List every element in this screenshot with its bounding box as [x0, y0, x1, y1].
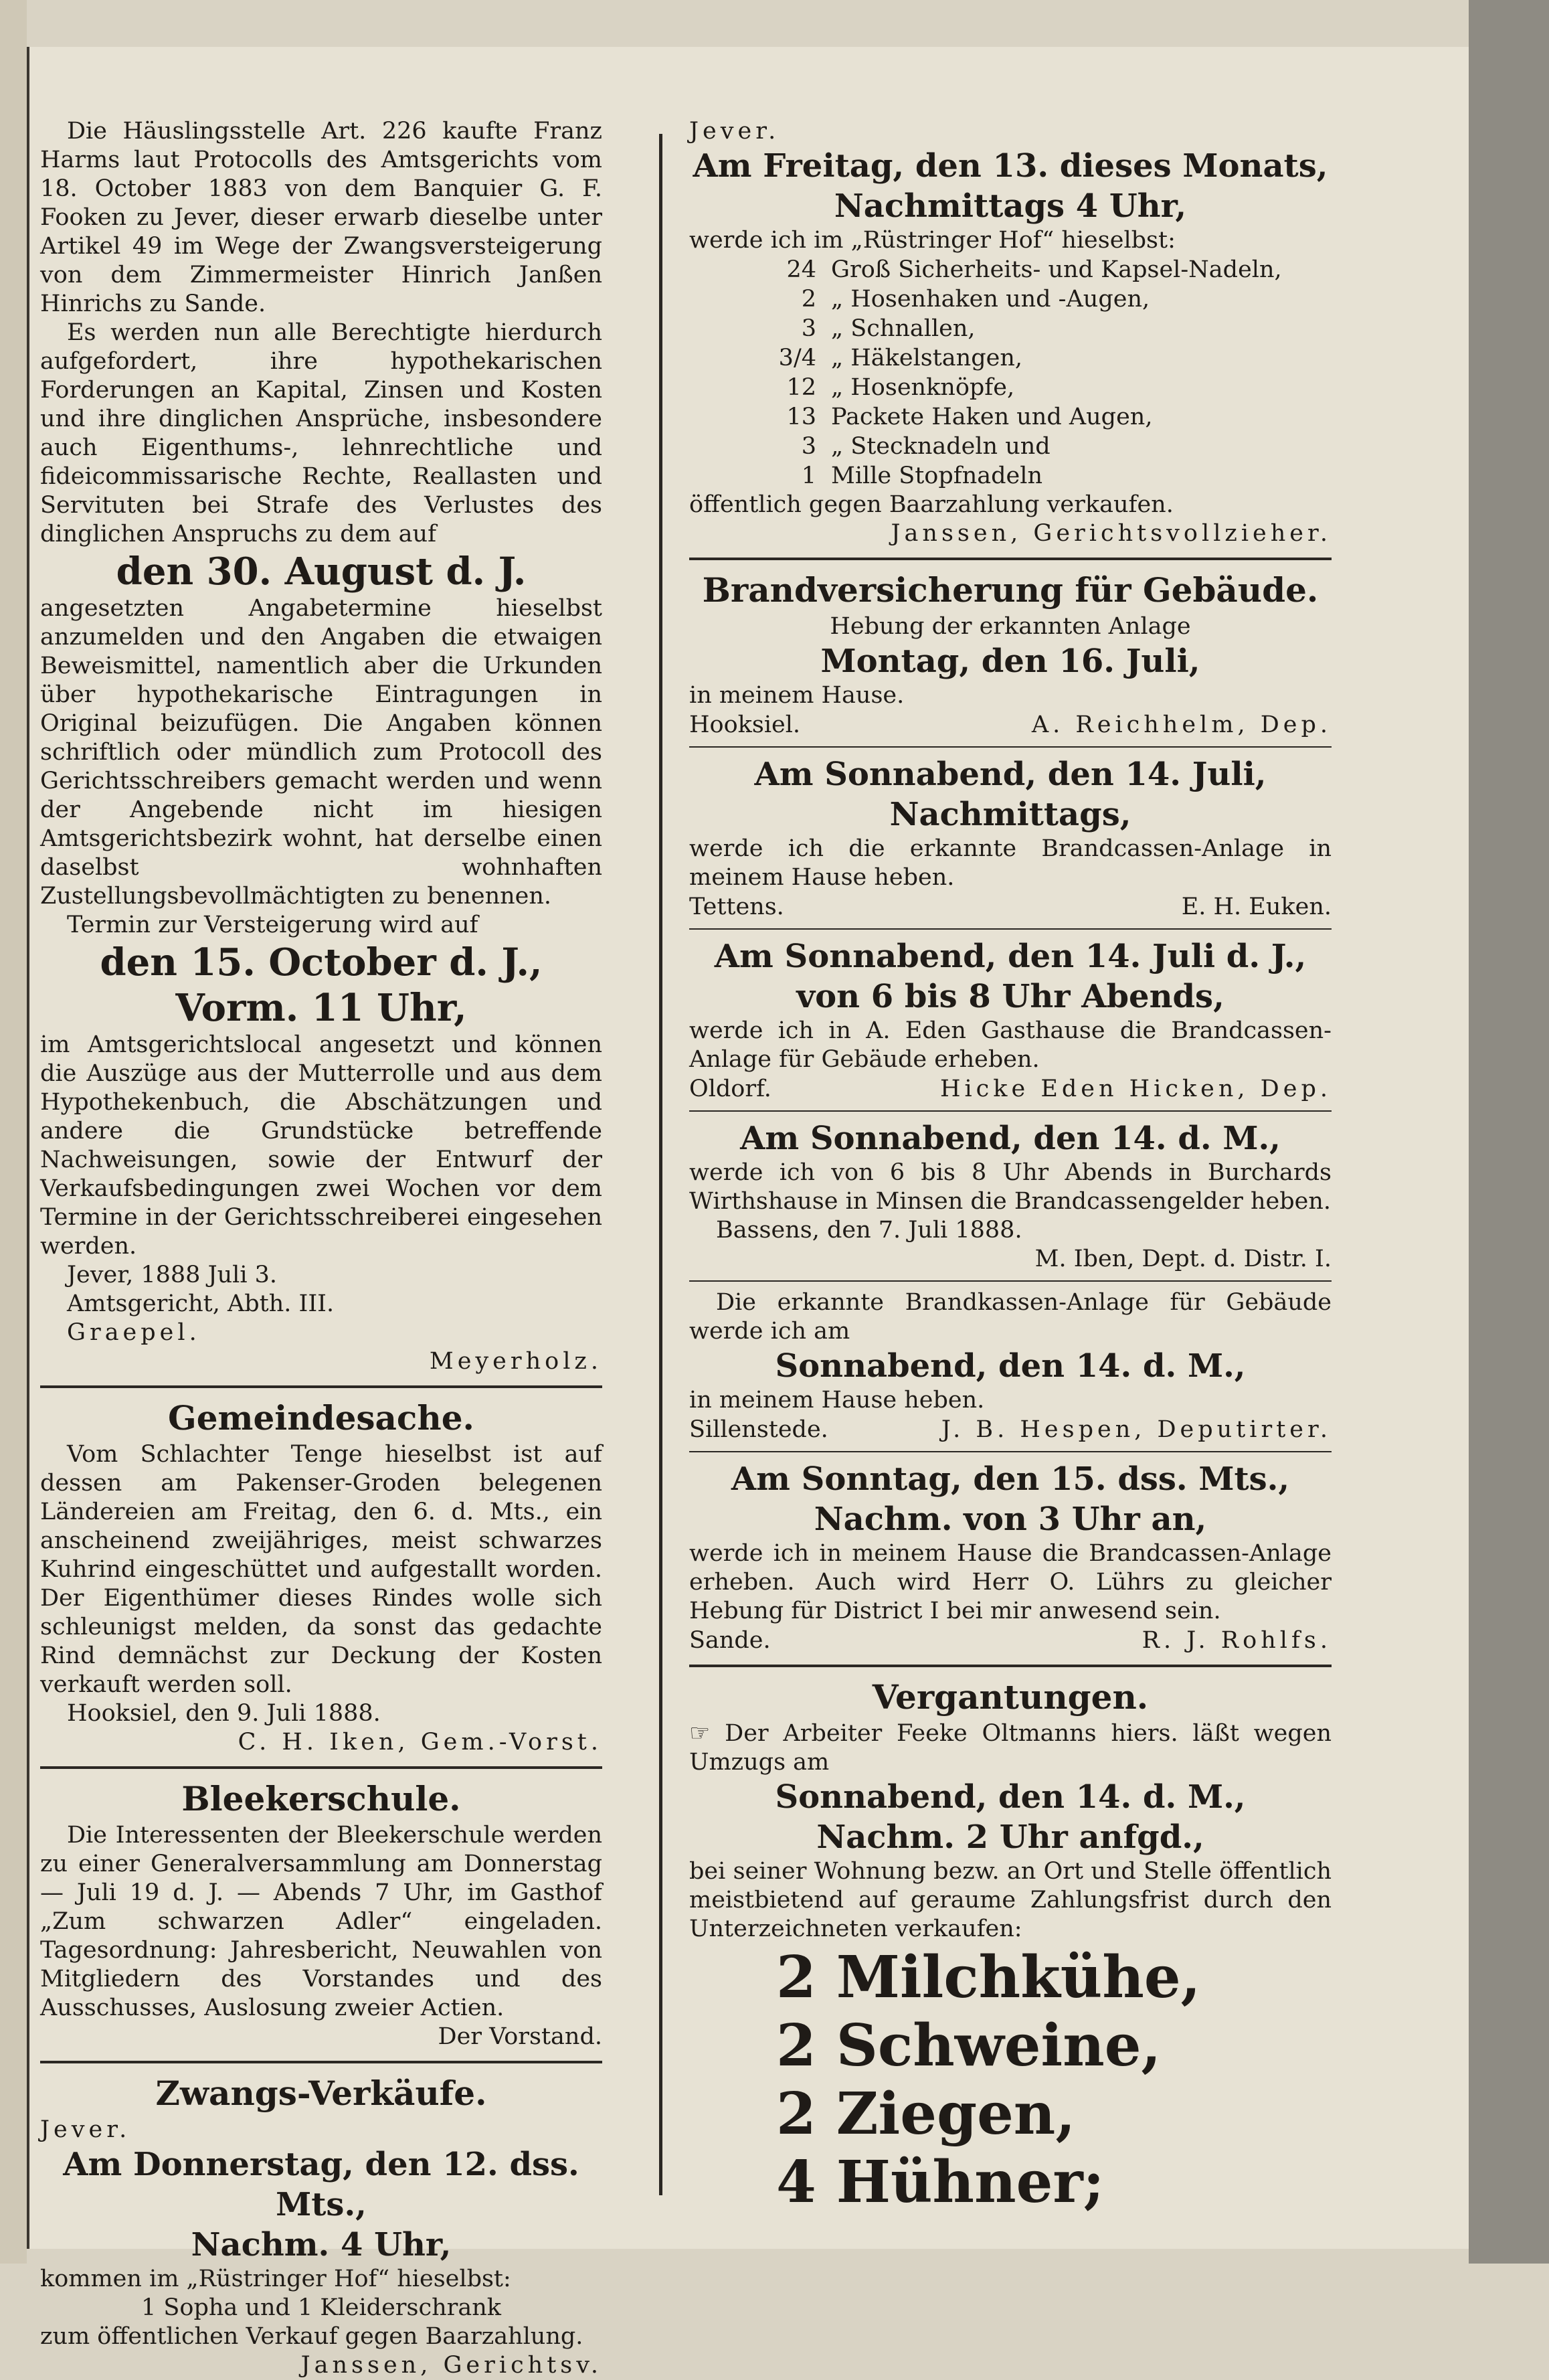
judge-signature: Graepel. — [67, 1319, 201, 1346]
notice-paragraph: ☞ Der Arbeiter Feeke Oltmanns hiers. läßt wegen Umzugs am — [689, 1720, 1332, 1776]
notice-rule — [689, 928, 1332, 930]
list-item: 2 Milchkühe, — [776, 1944, 1201, 2011]
animal-list — [689, 1944, 1332, 2217]
notice-date: Am Sonnabend, den 14. d. M., — [740, 1120, 1281, 1157]
list-item: 1 Mille Stopfnadeln — [801, 462, 1042, 489]
section-heading: Gemeindesache. — [168, 1398, 474, 1438]
notice-time: Vorm. 11 Uhr, — [175, 986, 467, 1030]
notice-paragraph: werde ich die erkannte Brandcassen-Anlage in meinem Hause heben. — [689, 835, 1332, 891]
notice-paragraph: in meinem Hause heben. — [689, 1387, 985, 1414]
notice-time: Nachm. von 3 Uhr an, — [814, 1501, 1207, 1538]
section-rule — [40, 1766, 602, 1769]
binding-shadow — [1469, 0, 1549, 2264]
notice-paragraph: werde ich in A. Eden Gasthause die Brandcassen-Anlage für Gebäude erheben. — [689, 1017, 1332, 1073]
notice-paragraph: werde ich im „Rüstringer Hof“ hieselbst: — [689, 227, 1176, 254]
notice-time: Nachm. 2 Uhr anfgd., — [816, 1818, 1204, 1856]
signature-line: Tettens. E. H. Euken. — [689, 894, 1332, 920]
section-heading: Brandversicherung für Gebäude. — [702, 570, 1319, 610]
signature: C. H. Iken, Gem.-Vorst. — [238, 1729, 602, 1756]
notice-paragraph: Die Häuslingsstelle Art. 226 kaufte Franz Harms laut Protocolls des Amtsgerichts vom 18. October 1883 von dem Banquier G. F. Fooken zu Jever, dieser erwarb dieselbe unter Artikel 49 im Wege der Zwangsversteigerung von dem Zimmermeister Hinrich Janßen Hinrichs zu Sande. — [40, 118, 602, 317]
court-name: Amtsgericht, Abth. III. — [67, 1290, 335, 1317]
list-item: 12 „ Hosenknöpfe, — [786, 374, 1015, 401]
notice-paragraph: Vom Schlachter Tenge hieselbst ist auf dessen am Pakenser-Groden belegenen Ländereien am Freitag, den 6. d. Mts., ein anscheinend zweijähriges, meist schwarzes Kuhrind eingeschüttet und aufgestallt worden. Der Eigenthümer dieses Rindes wolle sich schleunigst melden, da sonst das gedachte Rind demnächst zur Deckung der Kosten verkauft werden soll. — [40, 1441, 602, 1698]
notice-rule — [689, 1110, 1332, 1112]
section-heading: Vergantungen. — [872, 1677, 1149, 1717]
notice-paragraph: Termin zur Versteigerung wird auf — [67, 912, 478, 938]
list-item: 4 Hühner; — [776, 2148, 1105, 2216]
notice-paragraph: im Amtsgerichtslocal angesetzt und können die Auszüge aus der Mutterrolle und aus dem Hypothekenbuch, die Abschätzungen und andere die Grundstücke betreffende Nachweisungen, sowie der Entwurf der Verkaufsbedingungen zwei Wochen vor dem Termine in der Gerichtsschreiberei eingesehen werden. — [40, 1031, 602, 1260]
notice-dateline: Bassens, den 7. Juli 1888. — [716, 1217, 1022, 1244]
column-separator — [659, 134, 662, 2195]
notice-time: Nachm. 4 Uhr, — [191, 2226, 452, 2264]
notice-date: Am Donnerstag, den 12. dss. Mts., — [63, 2146, 579, 2223]
notice-paragraph: Die Interessenten der Bleekerschule werden zu einer Generalversammlung am Donnerstag — Juli 19 d. J. — Abends 7 Uhr, im Gasthof „Zum schwarzen Adler“ eingeladen. Tagesordnung: Jahresbericht, Neuwahlen von Mitgliedern des Vorstandes und des Ausschusses, Auslosung zweier Actien. — [40, 1822, 602, 2021]
notice-subheading: Hebung der erkannten Anlage — [830, 613, 1191, 640]
clerk-signature: Meyerholz. — [429, 1348, 602, 1375]
section-rule — [40, 2061, 602, 2063]
notice-dateline: Jever, 1888 Juli 3. — [67, 1262, 278, 1288]
notice-place: Jever. — [689, 118, 780, 145]
notice-paragraph: in meinem Hause. — [689, 682, 905, 709]
list-item: 2 „ Hosenhaken und -Augen, — [801, 286, 1150, 313]
notice-paragraph: kommen im „Rüstringer Hof“ hieselbst: — [40, 2266, 511, 2292]
notice-rule — [689, 746, 1332, 748]
notice-rule — [689, 1451, 1332, 1452]
signature-line: Sande. R. J. Rohlfs. — [689, 1627, 1332, 1654]
notice-date: den 15. October d. J., — [100, 940, 543, 985]
notice-date: Sonnabend, den 14. d. M., — [775, 1778, 1246, 1816]
notice-paragraph: werde ich in meinem Hause die Brandcassen-Anlage erheben. Auch wird Herr O. Lührs zu gleicher Hebung für District I bei mir anwesend sein. — [689, 1540, 1332, 1624]
list-item: 2 Ziegen, — [776, 2080, 1076, 2148]
notice-item: 1 Sopha und 1 Kleiderschrank — [141, 2294, 501, 2321]
notice-paragraph: zum öffentlichen Verkauf gegen Baarzahlung. — [40, 2323, 583, 2350]
notice-date: Am Sonnabend, den 14. Juli d. J., — [714, 938, 1307, 975]
list-item: 3 „ Schnallen, — [801, 315, 976, 342]
list-item: 3/4 „ Häkelstangen, — [778, 345, 1022, 371]
notice-date: den 30. August d. J. — [116, 549, 527, 594]
notice-time: von 6 bis 8 Uhr Abends, — [796, 978, 1224, 1015]
page-edge — [0, 0, 27, 2264]
signature-line: Sillenstede. J. B. Hespen, Deputirter. — [689, 1416, 1332, 1443]
list-item: 24 Groß Sicherheits- und Kapsel-Nadeln, — [786, 256, 1282, 283]
right-column — [689, 117, 1332, 2217]
signature-line: Oldorf. Hicke Eden Hicken, Dep. — [689, 1076, 1332, 1102]
notice-date: Am Sonnabend, den 14. Juli, — [754, 756, 1267, 793]
notice-time: Nachmittags 4 Uhr, — [834, 187, 1187, 225]
signature: M. Iben, Dept. d. Distr. I. — [1034, 1246, 1332, 1272]
notice-paragraph: Es werden nun alle Berechtigte hierdurch aufgefordert, ihre hypothekarischen Forderungen an Kapital, Zinsen und Kosten und ihre dinglichen Ansprüche, insbesondere auch Eigenthums-, lehnrechtliche und fideicommissarische Rechte, Reallasten und Servituten bei Strafe des Verlustes des dinglichen Anspruchs zu dem auf — [40, 319, 602, 547]
section-rule — [689, 1665, 1332, 1667]
notice-paragraph: werde ich von 6 bis 8 Uhr Abends in Burchards Wirthshause in Minsen die Brandcassengelder heben. — [689, 1159, 1332, 1215]
notice-paragraph: öffentlich gegen Baarzahlung verkaufen. — [689, 491, 1174, 518]
signature: Janssen, Gerichtsv. — [300, 2352, 602, 2379]
list-item: 2 Schweine, — [776, 2012, 1162, 2079]
section-heading: Zwangs-Verkäufe. — [155, 2073, 487, 2113]
notice-date: Sonnabend, den 14. d. M., — [775, 1347, 1246, 1385]
section-rule — [689, 558, 1332, 560]
signature-line: Hooksiel. A. Reichhelm, Dep. — [689, 711, 1332, 738]
notice-date: Montag, den 16. Juli, — [820, 643, 1200, 680]
notice-time: Nachmittags, — [889, 796, 1131, 833]
notice-date: Am Sonntag, den 15. dss. Mts., — [731, 1460, 1290, 1498]
notice-date: Am Freitag, den 13. dieses Monats, — [693, 147, 1328, 185]
notice-place: Jever. — [40, 2116, 131, 2143]
notice-rule — [689, 1280, 1332, 1282]
pointing-hand-icon: ☞ — [689, 1720, 725, 1747]
notice-paragraph: angesetzten Angabetermine hieselbst anzumelden und den Angaben die etwaigen Beweismittel, namentlich aber die Urkunden über hypothekarische Eintragungen in Original beizufügen. Die Angaben können schriftlich oder mündlich zum Protocoll des Gerichtsschreibers gemacht werden und wenn der Angebende nicht im hiesigen Amtsgerichtsbezirk wohnt, hat derselbe einen daselbst wohnhaften Zustellungsbevollmächtigten zu benennen. — [40, 595, 602, 910]
signature: Der Vorstand. — [438, 2023, 602, 2050]
section-rule — [40, 1385, 602, 1388]
notice-paragraph: bei seiner Wohnung bezw. an Ort und Stelle öffentlich meistbietend auf geraume Zahlungsfrist durch den Unterzeichneten verkaufen: — [689, 1858, 1332, 1942]
list-item: 13 Packete Haken und Augen, — [786, 404, 1153, 430]
notice-paragraph: Die erkannte Brandkassen-Anlage für Gebäude werde ich am — [689, 1289, 1332, 1345]
section-heading: Bleekerschule. — [181, 1779, 461, 1818]
signature: Janssen, Gerichtsvollzieher. — [891, 520, 1332, 547]
notice-dateline: Hooksiel, den 9. Juli 1888. — [67, 1700, 381, 1727]
list-item: 3 „ Stecknadeln und — [801, 433, 1051, 460]
item-list — [689, 255, 1332, 491]
left-column — [40, 117, 602, 2380]
